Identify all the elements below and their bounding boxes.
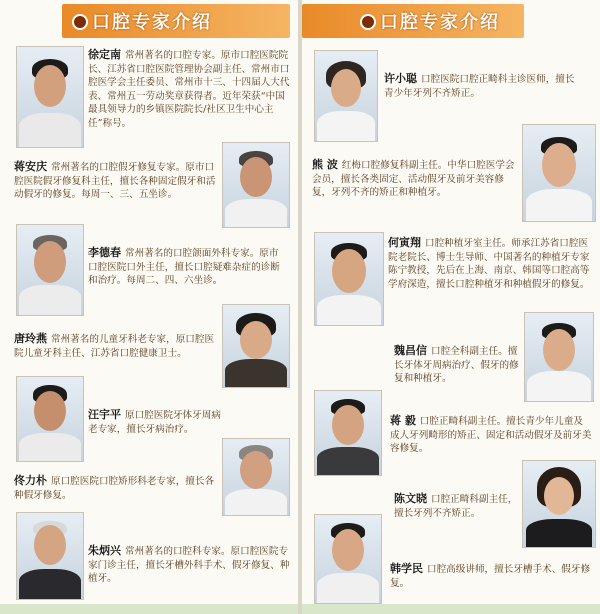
expert-name: 熊 波	[312, 158, 338, 171]
expert-name: 何寅翔	[388, 236, 421, 249]
expert-photo	[16, 224, 84, 316]
expert-photo	[522, 460, 596, 548]
expert-bio: 何寅翔 口腔种植牙室主任。师承江苏省口腔医院老院长、博士生导师、中国著名的种植牙专家陈宁教授，先后在上海、南京、韩国等口腔高等学府深造，擅长口腔种植牙和种植假牙的修复。	[388, 236, 590, 290]
expert-photo	[314, 232, 384, 326]
expert-bio: 熊 波 红梅口腔修复科副主任。中华口腔医学会会员，擅长各类固定、活动假牙及前牙美容修复，牙列不齐的矫正和种植牙。	[312, 158, 515, 198]
expert-bio: 魏昌信 口腔全科副主任。擅长牙体牙周病治疗、假牙的修复和种植牙。	[394, 344, 519, 384]
expert-name: 汪宇平	[88, 408, 121, 421]
expert-bio: 陈文晓 口腔正畸科副主任，擅长牙列不齐矫正。	[394, 492, 518, 519]
expert-bio: 韩学民 口腔高级讲师，擅长牙槽手术、假牙修复。	[390, 562, 591, 589]
expert-photo	[524, 312, 594, 402]
left-header-title: 口腔专家介绍	[92, 12, 212, 33]
bullet-icon	[360, 14, 376, 30]
expert-bio: 佟力朴 原口腔医院口腔矫形科老专家，擅长各种假牙修复。	[14, 474, 215, 501]
expert-name: 朱炳兴	[88, 544, 121, 557]
expert-bio: 蒋 毅 口腔正畸科副主任。擅长青少年儿童及成人牙列畸形的矫正、固定和活动假牙及前牙美容修复。	[390, 414, 592, 454]
expert-photo	[222, 304, 290, 388]
expert-photo	[522, 124, 596, 222]
expert-name: 佟力朴	[14, 474, 47, 487]
expert-bio: 唐玲燕 常州著名的儿童牙科老专家，原口腔医院儿童牙科主任、江苏省口腔健康卫士。	[14, 332, 215, 359]
left-header-banner	[62, 4, 290, 38]
right-header-title: 口腔专家介绍	[380, 12, 500, 33]
expert-photo	[222, 142, 290, 228]
expert-bio: 徐定南 常州著名的口腔专家。原市口腔医院院长、江苏省口腔医院管理协会副主任、常州市口腔医学会主任委员、常州市十三、十四届人大代表、常州五一劳动奖章获得者。近年荣获“中国最具领导力的乡镇医院院长/社区卫生中心主任”称号。	[88, 48, 290, 129]
expert-photo	[314, 50, 378, 142]
expert-name: 蒋安庆	[14, 160, 47, 173]
bottom-band	[302, 604, 600, 614]
expert-name: 唐玲燕	[14, 332, 47, 345]
expert-photo	[16, 512, 84, 600]
right-header-banner	[302, 4, 524, 38]
right-panel	[302, 0, 600, 614]
left-panel	[0, 0, 298, 614]
expert-photo	[222, 438, 290, 516]
expert-photo	[16, 46, 84, 148]
expert-name: 徐定南	[88, 48, 121, 61]
expert-photo	[314, 390, 382, 476]
bottom-band	[0, 604, 298, 614]
expert-name: 魏昌信	[394, 344, 427, 357]
expert-bio: 李德春 常州著名的口腔颌面外科专家。原市口腔医院口外主任，擅长口腔疑难杂症的诊断和治疗。每周二、四、六坐诊。	[88, 246, 280, 286]
expert-name: 陈文晓	[394, 492, 427, 505]
expert-name: 韩学民	[390, 562, 423, 575]
expert-bio: 汪宇平 原口腔医院牙体牙周病老专家，擅长牙病治疗。	[88, 408, 221, 435]
expert-photo	[314, 514, 382, 604]
expert-photo	[16, 376, 84, 462]
expert-bio: 蒋安庆 常州著名的口腔假牙修复专家。原市口腔医院假牙修复科主任，擅长各种固定假牙和活动假牙的修复。每周一、三、五坐诊。	[14, 160, 216, 200]
expert-bio: 朱炳兴 常州著名的口腔科专家。原口腔医院专家门诊主任，擅长牙槽外科手术、假牙修复、种植牙。	[88, 544, 290, 584]
expert-bio: 许小聪 口腔医院口腔正畸科主诊医师，擅长青少年牙列不齐矫正。	[384, 72, 575, 99]
expert-name: 蒋 毅	[390, 414, 416, 427]
expert-name: 李德春	[88, 246, 121, 259]
expert-name: 许小聪	[384, 72, 417, 85]
bullet-icon	[72, 14, 88, 30]
